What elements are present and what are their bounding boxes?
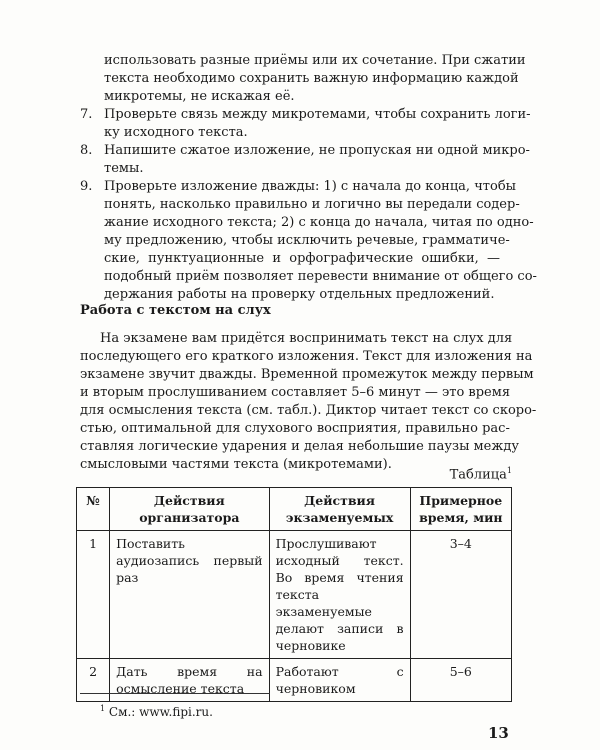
cell-examinee: Работают с черновиком (269, 659, 410, 702)
list-item-line: Проверьте изложение дважды: 1) с начала до конца, чтобы (104, 179, 516, 194)
list-item-line: понять, насколько правильно и логично вы передали содер- (104, 197, 520, 212)
footnote-mark: 1 (100, 704, 106, 713)
text-line: использовать разные приёмы или их сочетание. При сжатии (104, 53, 526, 68)
cell-time: 5–6 (410, 659, 511, 702)
header-time: Примерное время, мин (410, 488, 511, 531)
header-number: № (77, 488, 110, 531)
paragraph-line: последующего его краткого изложения. Текст для изложения на (80, 349, 533, 364)
section-heading: Работа с текстом на слух (80, 303, 271, 318)
page-number: 13 (488, 724, 509, 742)
list-item-line: му предложению, чтобы исключить речевые, грамматиче- (104, 233, 510, 248)
header-examinee: Действия экзаменуемых (269, 488, 410, 531)
table-row (77, 531, 512, 659)
cell-organizer: Дать время на осмысление текста (110, 659, 270, 702)
paragraph-line: смысловыми частями текста (микротемами). (80, 457, 392, 472)
footnote-ref: 1 (506, 466, 512, 475)
list-item-line: жание исходного текста; 2) с конца до начала, читая по одно- (104, 215, 534, 230)
text-line: текста необходимо сохранить важную информацию каждой (104, 71, 519, 86)
cell-organizer: Поставить аудиозапись первый раз (110, 531, 270, 659)
table-caption: Таблица$^1$ (449, 466, 512, 483)
list-item-line: Проверьте связь между микротемами, чтобы сохранить логи- (104, 107, 531, 122)
list-number: 7. (80, 107, 93, 122)
list-item-line: подобный приём позволяет перевести внимание от общего со- (104, 269, 537, 284)
text-line: микротемы, не искажая её. (104, 89, 295, 104)
list-number: 8. (80, 143, 93, 158)
paragraph-line: и вторым прослушиванием составляет 5–6 минут — это время (80, 385, 511, 400)
cell-time: 3–4 (410, 531, 511, 659)
cell-examinee: Прослушивают исходный текст. Во время чтения текста экзаменуемые делают записи в черновике (269, 531, 410, 659)
list-item-line: темы. (104, 161, 144, 176)
list-item-line: Напишите сжатое изложение, не пропуская ни одной микро- (104, 143, 530, 158)
table-row (77, 659, 512, 702)
paragraph-line: ставляя логические ударения и делая небольшие паузы между (80, 439, 519, 454)
paragraph-line: экзамене звучит дважды. Временной промежуток между первым (80, 367, 534, 382)
schedule-table (76, 487, 512, 702)
paragraph-line: На экзамене вам придётся воспринимать текст на слух для (100, 331, 513, 346)
footnote-link[interactable]: См.: www.fipi.ru. (108, 705, 213, 719)
list-number: 9. (80, 179, 93, 194)
table-header-row (77, 488, 512, 531)
footnote-divider (80, 693, 270, 694)
list-item-line: держания работы на проверку отдельных предложений. (104, 287, 495, 302)
header-organizer: Действия организатора (110, 488, 270, 531)
paragraph-line: стью, оптимальной для слухового восприятия, правильно рас- (80, 421, 510, 436)
list-item-line: ские, пунктуационные и орфографические ошибки, — (104, 251, 500, 266)
paragraph-line: для осмысления текста (см. табл.). Диктор читает текст со скоро- (80, 403, 537, 418)
list-item-line: ку исходного текста. (104, 125, 248, 140)
cell-number: 2 (77, 659, 110, 702)
cell-number: 1 (77, 531, 110, 659)
footnote (100, 704, 213, 719)
